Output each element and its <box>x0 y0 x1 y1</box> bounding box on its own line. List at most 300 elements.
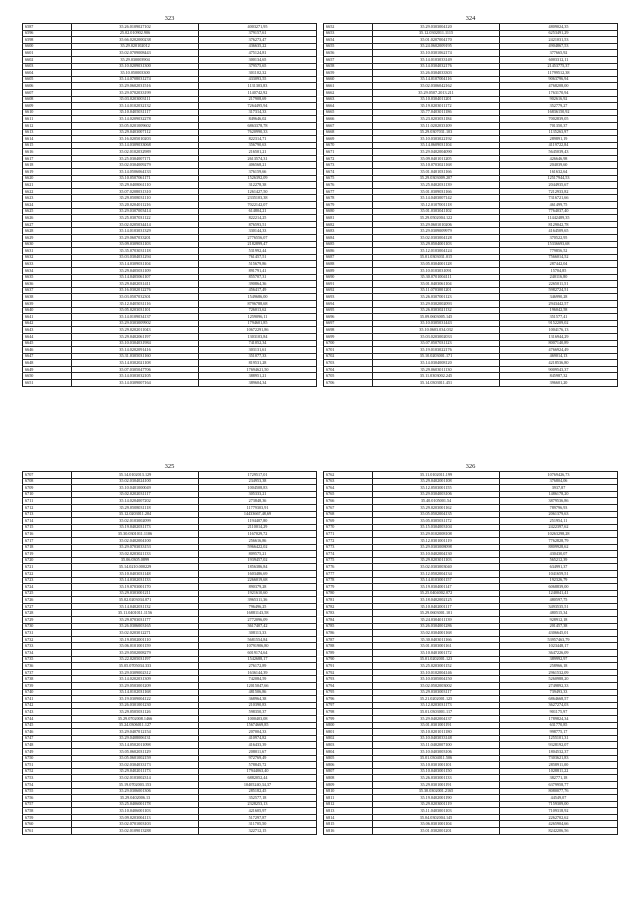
cadastral-number-cell: 35.02.0304009279 <box>72 162 199 169</box>
row-number-cell: 6736 <box>23 663 72 670</box>
value-cell: 7316721,66 <box>500 195 618 202</box>
row-number-cell: 6608 <box>23 96 72 103</box>
row-number-cell: 6759 <box>23 814 72 821</box>
row-number-cell: 6771 <box>324 531 373 538</box>
cadastral-number-cell: 35.11.0102011.199 <box>373 472 500 479</box>
value-cell: 6019174,64 <box>199 650 317 657</box>
table-row <box>23 498 317 505</box>
cadastral-number-cell: 35.14.0309007164 <box>72 380 199 387</box>
table-row <box>324 254 618 261</box>
cadastral-number-cell: 35.10.0301062174 <box>373 50 500 57</box>
table-row <box>23 162 317 169</box>
cadastral-number-cell: 35.07.0208031310 <box>72 188 199 195</box>
cadastral-number-cell: 35.10.0403033148 <box>373 735 500 742</box>
cadastral-number-cell: 35.26.0303001133 <box>373 775 500 782</box>
row-number-cell: 6734 <box>23 650 72 657</box>
table-row <box>324 491 618 498</box>
row-number-cell: 6648 <box>23 360 72 367</box>
row-number-cell: 6621 <box>23 182 72 189</box>
cadastral-number-cell: 35.15.0304003104 <box>373 524 500 531</box>
cadastral-number-cell: 35.25.0402031139 <box>373 182 500 189</box>
row-number-cell: 6749 <box>23 748 72 755</box>
row-number-cell: 6603 <box>23 63 72 70</box>
value-cell: 240116,80 <box>500 274 618 281</box>
row-number-cell: 6735 <box>23 656 72 663</box>
table-row <box>324 43 618 50</box>
cadastral-number-cell: 35.09.0401011205 <box>373 155 500 162</box>
table-panel-bottom-left <box>22 463 317 835</box>
value-cell: 17944063,40 <box>199 768 317 775</box>
cadastral-number-cell: 35.14.0202091416 <box>72 347 199 354</box>
cadastral-number-cell: 35.14.0210.000229 <box>72 564 199 571</box>
cadastral-number-cell: 35.10.0303022192 <box>373 136 500 143</box>
cadastral-number-cell: 35.29.0402004090 <box>373 149 500 156</box>
value-cell: 809575,21 <box>199 551 317 558</box>
table-row <box>324 353 618 360</box>
cadastral-number-cell: 35.29.030003904 <box>72 56 199 63</box>
row-number-cell: 6630 <box>23 241 72 248</box>
table-row <box>324 531 618 538</box>
value-cell: 9063796,94 <box>500 76 618 83</box>
table-row <box>324 314 618 321</box>
cadastral-number-cell: 35.01.0207004170 <box>373 37 500 44</box>
cadastral-number-cell: 35.29.0603011130 <box>373 366 500 373</box>
cadastral-number-cell: 35.29.0407012154 <box>72 729 199 736</box>
cadastral-number-cell: 35.29.0303001211 <box>72 590 199 597</box>
table-row <box>23 584 317 591</box>
row-number-cell: 6746 <box>23 729 72 736</box>
cadastral-number-cell: 35.14.0303011.451 <box>373 380 500 387</box>
cadastral-number-cell: 35.10.0402004130 <box>373 551 500 558</box>
value-cell: 311705,50 <box>199 821 317 828</box>
table-row <box>324 136 618 143</box>
cadastral-number-cell: 35.02.0205034414 <box>72 221 199 228</box>
cadastral-number-cell: 35.29.0503001209 <box>72 683 199 690</box>
row-number-cell: 6792 <box>324 669 373 676</box>
cadastral-number-cell: 35.29.0403007112 <box>72 129 199 136</box>
row-number-cell: 6808 <box>324 775 373 782</box>
cadastral-number-cell: 35.24.0304011139 <box>373 617 500 624</box>
value-cell: 614804,21 <box>199 208 317 215</box>
table-row <box>23 531 317 538</box>
value-cell: 456417,49 <box>199 287 317 294</box>
cadastral-number-cell: 35.12.0203031173 <box>373 702 500 709</box>
data-table <box>22 471 317 835</box>
value-cell: 352577,18 <box>199 795 317 802</box>
value-cell: 1261427,50 <box>199 188 317 195</box>
row-number-cell: 6623 <box>23 195 72 202</box>
value-cell: 531992,44 <box>199 248 317 255</box>
cadastral-number-cell: 35.14.0202031309 <box>72 676 199 683</box>
table-row <box>324 570 618 577</box>
row-number-cell: 6740 <box>23 689 72 696</box>
row-number-cell: 6797 <box>324 702 373 709</box>
table-row <box>23 748 317 755</box>
row-number-cell: 6675 <box>324 175 373 182</box>
cadastral-number-cell: 35.29.0402031411 <box>72 281 199 288</box>
value-cell: 368964,38 <box>199 696 317 703</box>
table-row <box>324 30 618 37</box>
page-number: 323 <box>164 15 175 22</box>
cadastral-number-cell: 35.12.0103004124 <box>373 248 500 255</box>
row-number-cell: 6755 <box>23 788 72 795</box>
cadastral-number-cell: 35.01.0309031166 <box>373 188 500 195</box>
row-number-cell: 6816 <box>324 828 373 835</box>
value-cell: 1549686,00 <box>199 294 317 301</box>
row-number-cell: 6622 <box>23 188 72 195</box>
table-row <box>23 109 317 116</box>
cadastral-number-cell: 35.11.0202033109 <box>373 122 500 129</box>
table-row <box>23 76 317 83</box>
cadastral-number-cell: 35.29.0303008098 <box>373 544 500 551</box>
cadastral-number-cell: 35.29.0203011103 <box>373 557 500 564</box>
table-row <box>324 656 618 663</box>
row-number-cell: 6641 <box>23 314 72 321</box>
table-row <box>23 610 317 617</box>
row-number-cell: 6798 <box>324 709 373 716</box>
value-cell: 779856,52 <box>500 248 618 255</box>
cadastral-number-cell: 35.03.0304031294 <box>72 254 199 261</box>
table-row <box>324 162 618 169</box>
row-number-cell: 6614 <box>23 136 72 143</box>
cadastral-number-cell: 35.21.0202001.125 <box>373 696 500 703</box>
cadastral-number-cell: 35.14.0103033149 <box>373 56 500 63</box>
table-row <box>23 742 317 749</box>
value-cell: 876593,51 <box>199 221 317 228</box>
cadastral-number-cell: 35.29.0202011043 <box>72 327 199 334</box>
row-number-cell: 6662 <box>324 89 373 96</box>
value-cell: 4265904,66 <box>500 821 618 828</box>
value-cell: 207004,33 <box>199 729 317 736</box>
row-number-cell: 6674 <box>324 169 373 176</box>
cadastral-number-cell: 35.29.0603001.101 <box>373 610 500 617</box>
cadastral-number-cell: 35.66.0202000238 <box>72 37 199 44</box>
cadastral-number-cell: 35.02.0203021133 <box>72 551 199 558</box>
value-cell: 258966,18 <box>500 663 618 670</box>
cadastral-number-cell: 35.10.0305004150 <box>373 676 500 683</box>
table-row <box>23 788 317 795</box>
value-cell: 1856386,84 <box>199 564 317 571</box>
cadastral-number-cell: 35.16.0205010203 <box>72 136 199 143</box>
cadastral-number-cell: 35.25.0406001178 <box>72 801 199 808</box>
cadastral-number-cell: 35.02.0304033173 <box>72 762 199 769</box>
value-cell: 312278,38 <box>199 182 317 189</box>
cadastral-number-cell: 35.02.0109013288 <box>72 828 199 835</box>
table-row <box>23 129 317 136</box>
cadastral-number-cell: 35.14.0103031329 <box>72 228 199 235</box>
value-cell: 1004176,13 <box>500 327 618 334</box>
row-number-cell: 6664 <box>324 103 373 110</box>
table-row <box>324 801 618 808</box>
cadastral-number-cell: 35.12.0301001119 <box>373 537 500 544</box>
table-row <box>23 696 317 703</box>
table-row <box>324 636 618 643</box>
table-row <box>23 781 317 788</box>
cadastral-number-cell: 35.19.0702003.153 <box>72 781 199 788</box>
row-number-cell: 6747 <box>23 735 72 742</box>
value-cell: 376804,06 <box>500 478 618 485</box>
row-number-cell: 6646 <box>23 347 72 354</box>
table-row <box>23 735 317 742</box>
cadastral-number-cell: 35.14.0506064133 <box>72 169 199 176</box>
value-cell: 379157,61 <box>199 30 317 37</box>
cadastral-number-cell: 35.06.0101001159 <box>72 643 199 650</box>
table-row <box>23 43 317 50</box>
row-number-cell: 6728 <box>23 610 72 617</box>
value-cell: 972769,49 <box>199 755 317 762</box>
row-number-cell: 6688 <box>324 261 373 268</box>
row-number-cell: 6659 <box>324 70 373 77</box>
table-row <box>324 307 618 314</box>
row-number-cell: 6661 <box>324 83 373 90</box>
value-cell: 1000403,08 <box>199 715 317 722</box>
value-cell: 5645039,43 <box>500 149 618 156</box>
row-number-cell: 6726 <box>23 597 72 604</box>
table-row <box>324 188 618 195</box>
value-cell: 433093,55 <box>199 76 317 83</box>
table-row <box>324 56 618 63</box>
cadastral-number-cell: 35.03.0203002033 <box>373 333 500 340</box>
row-number-cell: 6670 <box>324 142 373 149</box>
cadastral-number-cell: 35.19.0203011172 <box>373 103 500 110</box>
cadastral-number-cell: 35.29.0303009902 <box>72 320 199 327</box>
cadastral-number-cell: 35.24.0306011.127 <box>72 722 199 729</box>
cadastral-number-cell: 35.03.0507032301 <box>72 294 199 301</box>
row-number-cell: 6718 <box>23 544 72 551</box>
row-number-cell: 6748 <box>23 742 72 749</box>
table-row <box>324 755 618 762</box>
value-cell: 1921610,60 <box>199 590 317 597</box>
cadastral-number-cell: 35.22.0205031197 <box>72 656 199 663</box>
row-number-cell: 6587 <box>23 24 72 31</box>
table-row <box>23 142 317 149</box>
row-number-cell: 6770 <box>324 524 373 531</box>
value-cell: 1028811,22 <box>500 768 618 775</box>
cadastral-number-cell: 35.26.0109027102 <box>72 24 199 31</box>
row-number-cell: 6663 <box>324 96 373 103</box>
value-cell: 855707,31 <box>199 274 317 281</box>
row-number-cell: 6795 <box>324 689 373 696</box>
value-cell: 390864,36 <box>199 281 317 288</box>
table-row <box>23 643 317 650</box>
row-number-cell: 6775 <box>324 557 373 564</box>
table-row <box>23 261 317 268</box>
cadastral-number-cell: 35.14.0304032176 <box>373 63 500 70</box>
table-row <box>23 182 317 189</box>
table-row <box>23 472 317 479</box>
row-number-cell: 6697 <box>324 320 373 327</box>
table-row <box>324 241 618 248</box>
row-number-cell: 6707 <box>23 472 72 479</box>
cadastral-number-cell: 35.29.0402006.13 <box>72 795 199 802</box>
row-number-cell: 6639 <box>23 300 72 307</box>
cadastral-number-cell: 35.02.0203034.071 <box>72 597 199 604</box>
table-row <box>324 109 618 116</box>
row-number-cell: 6626 <box>23 215 72 222</box>
row-number-cell: 6696 <box>324 314 373 321</box>
cadastral-number-cell: 35.02.0304024100 <box>72 478 199 485</box>
table-row <box>23 511 317 518</box>
table-row <box>23 70 317 77</box>
cadastral-number-cell: 35.29.0309009979 <box>373 228 500 235</box>
value-cell: 890379,28 <box>199 584 317 591</box>
value-cell: 565212,39 <box>500 557 618 564</box>
cadastral-number-cell: 35.10.0403003106 <box>373 748 500 755</box>
row-number-cell: 6709 <box>23 485 72 492</box>
value-cell: 10769426,73 <box>500 472 618 479</box>
row-number-cell: 6685 <box>324 241 373 248</box>
row-number-cell: 6756 <box>23 795 72 802</box>
value-cell: 2328253,13 <box>199 801 317 808</box>
value-cell: 1259096,11 <box>199 314 317 321</box>
row-number-cell: 6802 <box>324 735 373 742</box>
cadastral-number-cell: 35.10.0103031091 <box>373 267 500 274</box>
value-cell: 6864668,57 <box>500 696 618 703</box>
table-row <box>23 597 317 604</box>
row-number-cell: 6754 <box>23 781 72 788</box>
data-table <box>323 471 618 835</box>
cadastral-number-cell: 35.14.0103001157 <box>373 577 500 584</box>
value-cell: 2613574,31 <box>199 155 317 162</box>
cadastral-number-cell: 35.29.0402061197 <box>72 333 199 340</box>
cadastral-number-cell: 35.14.0204007202 <box>72 498 199 505</box>
table-row <box>23 63 317 70</box>
cadastral-number-cell: 35.29.0702033199 <box>72 89 199 96</box>
cadastral-number-cell: 35.01.0302001201 <box>373 828 500 835</box>
value-cell: 436635,22 <box>199 43 317 50</box>
value-cell: 1486178,20 <box>500 491 618 498</box>
table-row <box>324 472 618 479</box>
value-cell: 7264495,94 <box>199 103 317 110</box>
value-cell: 481506,86 <box>199 689 317 696</box>
row-number-cell: 6605 <box>23 76 72 83</box>
row-number-cell: 6725 <box>23 590 72 597</box>
table-row <box>324 360 618 367</box>
value-cell: 5681554,84 <box>199 636 317 643</box>
value-cell: 356790,63 <box>199 142 317 149</box>
table-row <box>324 610 618 617</box>
value-cell: 430430,07 <box>500 551 618 558</box>
table-row <box>324 524 618 531</box>
value-cell: 9328192,07 <box>500 742 618 749</box>
row-number-cell: 6691 <box>324 281 373 288</box>
cadastral-number-cell: 35.24.0602009195 <box>373 43 500 50</box>
value-cell: 21453775,37 <box>500 63 618 70</box>
table-row <box>23 715 317 722</box>
row-number-cell: 6604 <box>23 70 72 77</box>
row-number-cell: 6779 <box>324 584 373 591</box>
cadastral-number-cell: 35.26.0306003165 <box>72 623 199 630</box>
table-row <box>23 24 317 31</box>
table-row <box>324 748 618 755</box>
table-row <box>324 320 618 327</box>
cadastral-number-cell: 35.01.0301001191 <box>373 722 500 729</box>
cadastral-number-cell: 35.02.0303003040 <box>373 564 500 571</box>
value-cell: 726013,62 <box>199 307 317 314</box>
value-cell: 376273,47 <box>199 37 317 44</box>
row-number-cell: 6616 <box>23 149 72 156</box>
row-number-cell: 6679 <box>324 202 373 209</box>
value-cell: 12015047,66 <box>199 683 317 690</box>
value-cell: 5982724,51 <box>500 287 618 294</box>
table-row <box>324 564 618 571</box>
row-number-cell: 6804 <box>324 748 373 755</box>
table-row <box>324 643 618 650</box>
cadastral-number-cell: 35.10.0401000049 <box>72 485 199 492</box>
value-cell: 631770,85 <box>500 722 618 729</box>
row-number-cell: 6762 <box>324 472 373 479</box>
row-number-cell: 6656 <box>324 50 373 57</box>
table-row <box>324 544 618 551</box>
row-number-cell: 6657 <box>324 56 373 63</box>
table-row <box>324 281 618 288</box>
table-row <box>324 50 618 57</box>
cadastral-number-cell: 35.10.0201011180 <box>373 729 500 736</box>
table-row <box>23 557 317 564</box>
value-cell: 1255101,31 <box>500 735 618 742</box>
row-number-cell: 6693 <box>324 294 373 301</box>
table-row <box>324 617 618 624</box>
table-row <box>23 795 317 802</box>
cadastral-number-cell: 35.29.0203001162 <box>373 504 500 511</box>
cadastral-number-cell: 35.26.0301001230 <box>72 702 199 709</box>
row-number-cell: 6637 <box>23 287 72 294</box>
row-number-cell: 6692 <box>324 287 373 294</box>
value-cell: 276172,89 <box>199 663 317 670</box>
cadastral-number-cell: 35.19.0703001170 <box>72 584 199 591</box>
table-row <box>23 656 317 663</box>
value-cell: 2061379,63 <box>500 511 618 518</box>
cadastral-number-cell: 35.05.0203031101 <box>72 307 199 314</box>
cadastral-number-cell: 35.09.0603005.145 <box>373 314 500 321</box>
cadastral-number-cell: 35.14.0302031133 <box>72 577 199 584</box>
value-cell: 2265011,51 <box>500 281 618 288</box>
table-row <box>23 709 317 716</box>
table-row <box>324 735 618 742</box>
value-cell: 8007140,89 <box>500 340 618 347</box>
row-number-cell: 6713 <box>23 511 72 518</box>
cadastral-number-cell: 35.11.0402007100 <box>373 742 500 749</box>
value-cell: 1135263,97 <box>500 129 618 136</box>
table-row <box>23 300 317 307</box>
value-cell: 7620990,33 <box>199 129 317 136</box>
cadastral-number-cell: 35.25.0203001152 <box>373 663 500 670</box>
table-row <box>324 722 618 729</box>
row-number-cell: 6758 <box>23 808 72 815</box>
value-cell: 1794601,85 <box>199 320 317 327</box>
cadastral-number-cell: 35.26.0303021132 <box>373 307 500 314</box>
cadastral-number-cell: 35.29.0307031.103 <box>373 129 500 136</box>
row-number-cell: 6739 <box>23 683 72 690</box>
row-number-cell: 6753 <box>23 775 72 782</box>
table-row <box>23 373 317 380</box>
row-number-cell: 6719 <box>23 551 72 558</box>
cadastral-number-cell: 35.23.0203031184 <box>373 116 500 123</box>
cadastral-number-cell: 35.10.0703021168 <box>373 162 500 169</box>
table-row <box>23 828 317 835</box>
value-cell: 251954,11 <box>500 518 618 525</box>
cadastral-number-cell: 35.14.0502011098 <box>72 742 199 749</box>
row-number-cell: 6658 <box>324 63 373 70</box>
cadastral-number-cell: 35.03.0203003111 <box>72 96 199 103</box>
row-number-cell: 6673 <box>324 162 373 169</box>
row-number-cell: 6680 <box>324 208 373 215</box>
value-cell: 7002839,05 <box>500 116 618 123</box>
cadastral-number-cell: 35.01.0401031166 <box>373 169 500 176</box>
row-number-cell: 6782 <box>324 603 373 610</box>
table-row <box>23 333 317 340</box>
value-cell: 416433,39 <box>199 742 317 749</box>
